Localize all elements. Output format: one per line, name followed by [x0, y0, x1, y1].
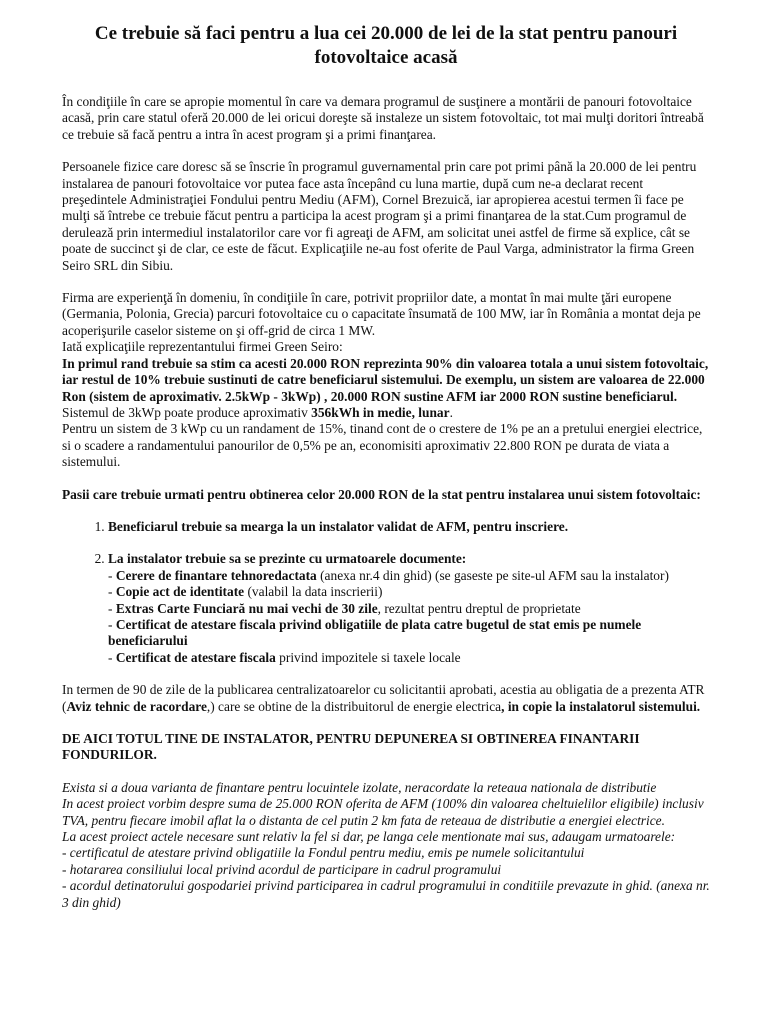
article-title: Ce trebuie să faci pentru a lua cei 20.000 de lei de la stat pentru panouri fotovoltaice acasă [94, 23, 678, 68]
doc-item-5 [108, 650, 710, 666]
steps-title: Pasii care trebuie urmati pentru obtinerea celor 20.000 RON de la stat pentru instalarea unui sistem fotovoltaic: [62, 486, 701, 502]
doc-item-2 [108, 584, 710, 600]
step-1-text: Beneficiarul trebuie sa mearga la un instalator validat de AFM, pentru inscriere. [108, 518, 569, 534]
step-item-1 [108, 519, 710, 535]
doc-5-detail: privind impozitele si taxele locale [275, 649, 461, 665]
italic-line-3: La acest proiect actele necesare sunt relativ la fel si dar, pe langa cele mentionate mai sus, adaugam urmatoarele: [62, 829, 676, 845]
italic-line-4: - certificatul de atestare privind obligatiile la Fondul pentru mediu, emis pe numele solicitantului [62, 845, 585, 861]
doc-3-name: Extras Carte Funciară nu mai vechi de 30 zile [115, 600, 378, 616]
doc-item-3 [108, 601, 710, 617]
doc-1-name: Cerere de finantare tehnoredactata [115, 567, 317, 583]
doc-2-dash: - [108, 584, 116, 600]
doc-item-1 [108, 568, 710, 584]
production-post: . [449, 404, 453, 420]
doc-5-name: Certificat de atestare fiscala [115, 649, 276, 665]
atr-term: Aviz tehnic de racordare [66, 698, 207, 714]
italic-line-1: Exista si a doua varianta de finantare pentru locuintele izolate, neracordate la reteaua nationala de distributie [62, 779, 657, 795]
intro-paragraph: În condiţiile în care se apropie momentul în care va demara programul de susţinere a montării de panouri fotovoltaice acasă, prin care statul oferă 20.000 de lei oricui doreşte să instaleze un sistem fotovoltaic, tot mai mulţi doritori întreabă ce trebuie să facă pentru a intra în acest program şi a primi finanţarea. [62, 94, 704, 142]
production-value: 356kWh in medie, lunar [311, 404, 450, 420]
doc-1-detail: (anexa nr.4 din ghid) (se gaseste pe site-ul AFM sau la instalator) [316, 567, 669, 583]
step-item-2 [108, 551, 710, 666]
doc-3-dash: - [108, 600, 116, 616]
doc-5-dash: - [108, 649, 116, 665]
doc-4-dash: - [108, 616, 116, 632]
atr-pre: In termen de 90 de zile de la publicarea centralizatoarelor cu solicitantii aprobati, acestia au obligatia de a prezenta ATR ( [62, 682, 705, 714]
production-line [62, 405, 710, 421]
italic-line-2: In acest proiect vorbim despre suma de 25.000 RON oferita de AFM (100% din valoarea cheltuielilor eligibile) inclusiv TVA, pentru fiecare imobil aflat la o distanta de cel putin 2 km fata de reteaua de distributie a energiei electrice. [62, 796, 704, 828]
doc-2-name: Copie act de identitate [115, 584, 245, 600]
steps-list [62, 519, 710, 666]
doc-1-dash: - [108, 567, 116, 583]
economy-paragraph: Pentru un sistem de 3 kWp cu un randament de 15%, tinand cont de o crestere de 1% pe an a pretului energiei electrice, si o scadere a randamentului panourilor de 0,5% pe an, economisiti aproximativ 22.800 RON pe durata de viata a sistemului. [62, 421, 703, 470]
company-paragraph: Firma are experienţă în domeniu, în condiţiile în care, potrivit propriilor date, a montat în mai multe ţări europene (Germania, Polonia, Grecia) parcuri fotovoltaice cu o capacitate însumată de 100 MW, iar în România a montat deja pe acoperişurile caselor sisteme on şi off-grid de circa 1 MW. [62, 290, 701, 338]
doc-2-detail: (valabil la data inscrierii) [244, 584, 383, 600]
doc-item-4 [108, 617, 710, 650]
funding-explanation: In primul rand trebuie sa stim ca acesti 20.000 RON reprezinta 90% din valoarea totala a unui sistem fotovoltaic, iar restul de 10% trebuie sustinuti de catre beneficiarul sistemului. De exemplu, un sistem are valoarea de 22.000 Ron (sistem de aproximativ. 2.5kWp - 3kWp) , 20.000 RON sustine AFM iar 2000 RON sustine beneficiarul. [62, 355, 709, 404]
production-pre: Sistemul de 3kWp poate produce aproximativ [62, 404, 312, 420]
doc-3-detail: , rezultat pentru dreptul de proprietate [377, 600, 581, 616]
doc-4-name: Certificat de atestare fiscala privind obligatiile de plata catre bugetul de stat emis pe numele beneficiarului [108, 616, 642, 649]
explanation-lead: Iată explicaţiile reprezentantului firmei Green Seiro: [62, 339, 343, 355]
isolated-homes-section [62, 780, 710, 911]
installer-note: DE AICI TOTUL TINE DE INSTALATOR, PENTRU DEPUNEREA SI OBTINEREA FINANTARII FONDURILOR. [62, 731, 640, 763]
atr-paragraph [62, 682, 710, 715]
italic-line-6: - acordul detinatorului gospodariei privind participarea in cadrul programului in conditiile prevazute in ghid. (anexa nr. 3 din ghid) [62, 878, 710, 910]
atr-installer: , in copie la instalatorul sistemului. [501, 698, 701, 714]
step-2-text: 2. La instalator trebuie sa se prezinte cu urmatoarele documente: [108, 551, 467, 567]
italic-line-5: - hotararea consiliului local privind acordul de participare in cadrul programului [62, 861, 502, 877]
atr-mid: ,) care se obtine de la distribuitorul de energie electrica [206, 698, 502, 714]
context-paragraph: Persoanele fizice care doresc să se înscrie în programul guvernamental prin care pot primi până la 20.000 de lei pentru instalarea de panouri fotovoltaice vor putea face asta începând cu luna martie, după cum ne-a declarat recent preşedintele Administraţiei Fondului pentru Mediu (AFM), Cornel Brezuică, iar apropierea acestui termen îi face pe mulţi să întrebe ce trebuie făcut pentru a participa la acest program şi a primi finanţarea de la stat.Cum programul de derulează prin intermediul instalatorilor care vor fi agreaţi de AFM, am solicitat unei astfel de firme să explice, cât se poate de succinct şi de clar, ce este de făcut. Explicaţiile ne-au fost oferite de Paul Varga, administrator la firma Green Seiro SRL din Sibiu. [62, 159, 697, 273]
